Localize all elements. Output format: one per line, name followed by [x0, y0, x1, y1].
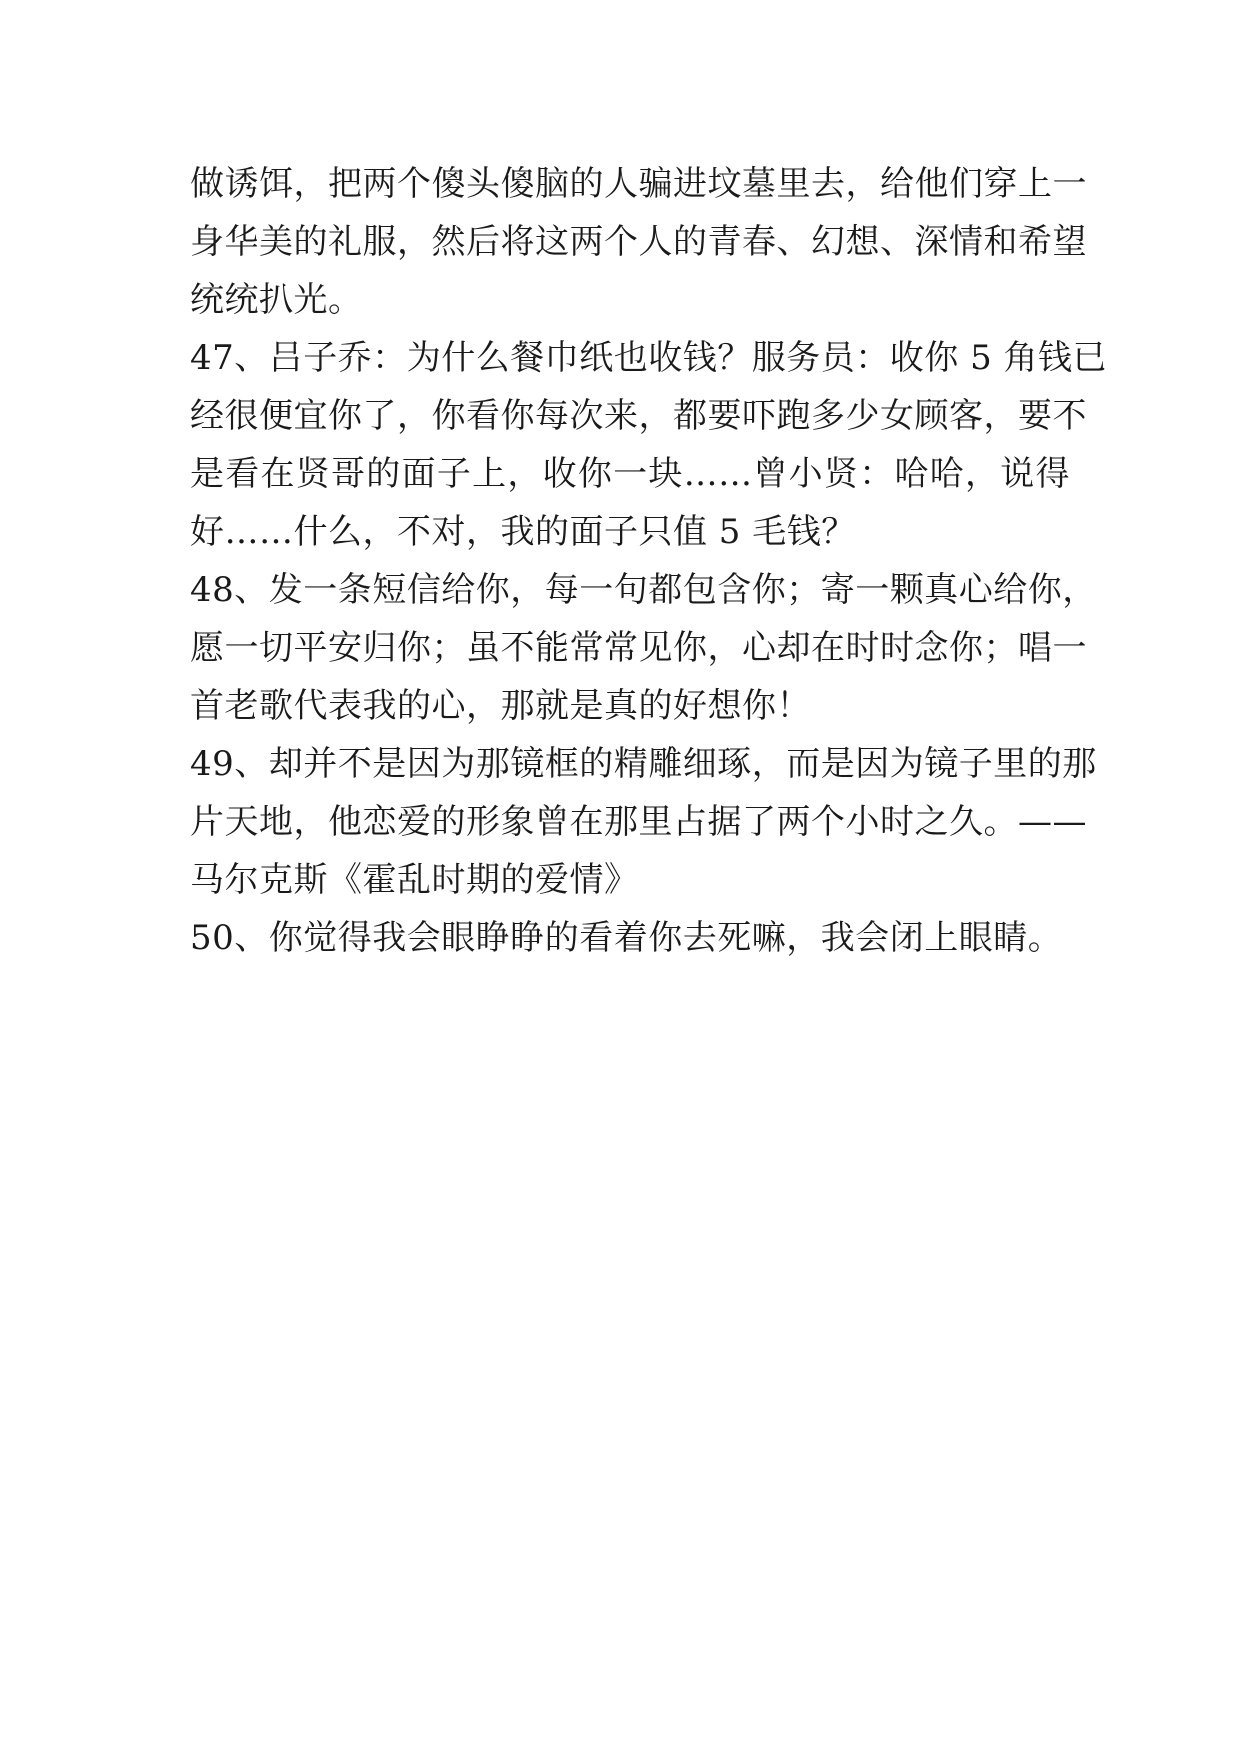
text-line: 首老歌代表我的心，那就是真的好想你！ — [190, 686, 811, 726]
paragraph-item-50 — [190, 909, 1070, 967]
text-line: 统统扒光。 — [190, 280, 363, 320]
text-line: 做诱饵，把两个傻头傻脑的人骗进坟墓里去，给他们穿上一 — [190, 164, 1087, 204]
text-line: 49、却并不是因为那镜框的精雕细琢，而是因为镜子里的那 — [190, 744, 1097, 784]
text-line: 经很便宜你了，你看你每次来，都要吓跑多少女顾客，要不 — [190, 396, 1087, 436]
paragraph-item-48 — [190, 561, 1097, 735]
text-line: 好……什么，不对，我的面子只值 5 毛钱？ — [190, 512, 856, 552]
document-body — [190, 155, 1108, 967]
text-line: 片天地，他恋爱的形象曾在那里占据了两个小时之久。—— — [190, 802, 1087, 842]
paragraph-continuation — [190, 155, 1087, 329]
text-line: 47、吕子乔：为什么餐巾纸也收钱？服务员：收你 5 角钱已 — [190, 338, 1108, 378]
text-line: 48、发一条短信给你，每一句都包含你；寄一颗真心给你， — [190, 570, 1097, 610]
text-line: 身华美的礼服，然后将这两个人的青春、幻想、深情和希望 — [190, 222, 1087, 262]
text-line: 马尔克斯《霍乱时期的爱情》 — [190, 860, 639, 900]
text-line: 是看在贤哥的面子上，收你一块……曾小贤：哈哈，说得 — [190, 454, 1070, 494]
text-line: 50、你觉得我会眼睁睁的看着你去死嘛，我会闭上眼睛。 — [190, 918, 1063, 958]
text-line: 愿一切平安归你；虽不能常常见你，心却在时时念你；唱一 — [190, 628, 1087, 668]
paragraph-item-49 — [190, 735, 1097, 909]
paragraph-item-47 — [190, 329, 1108, 561]
